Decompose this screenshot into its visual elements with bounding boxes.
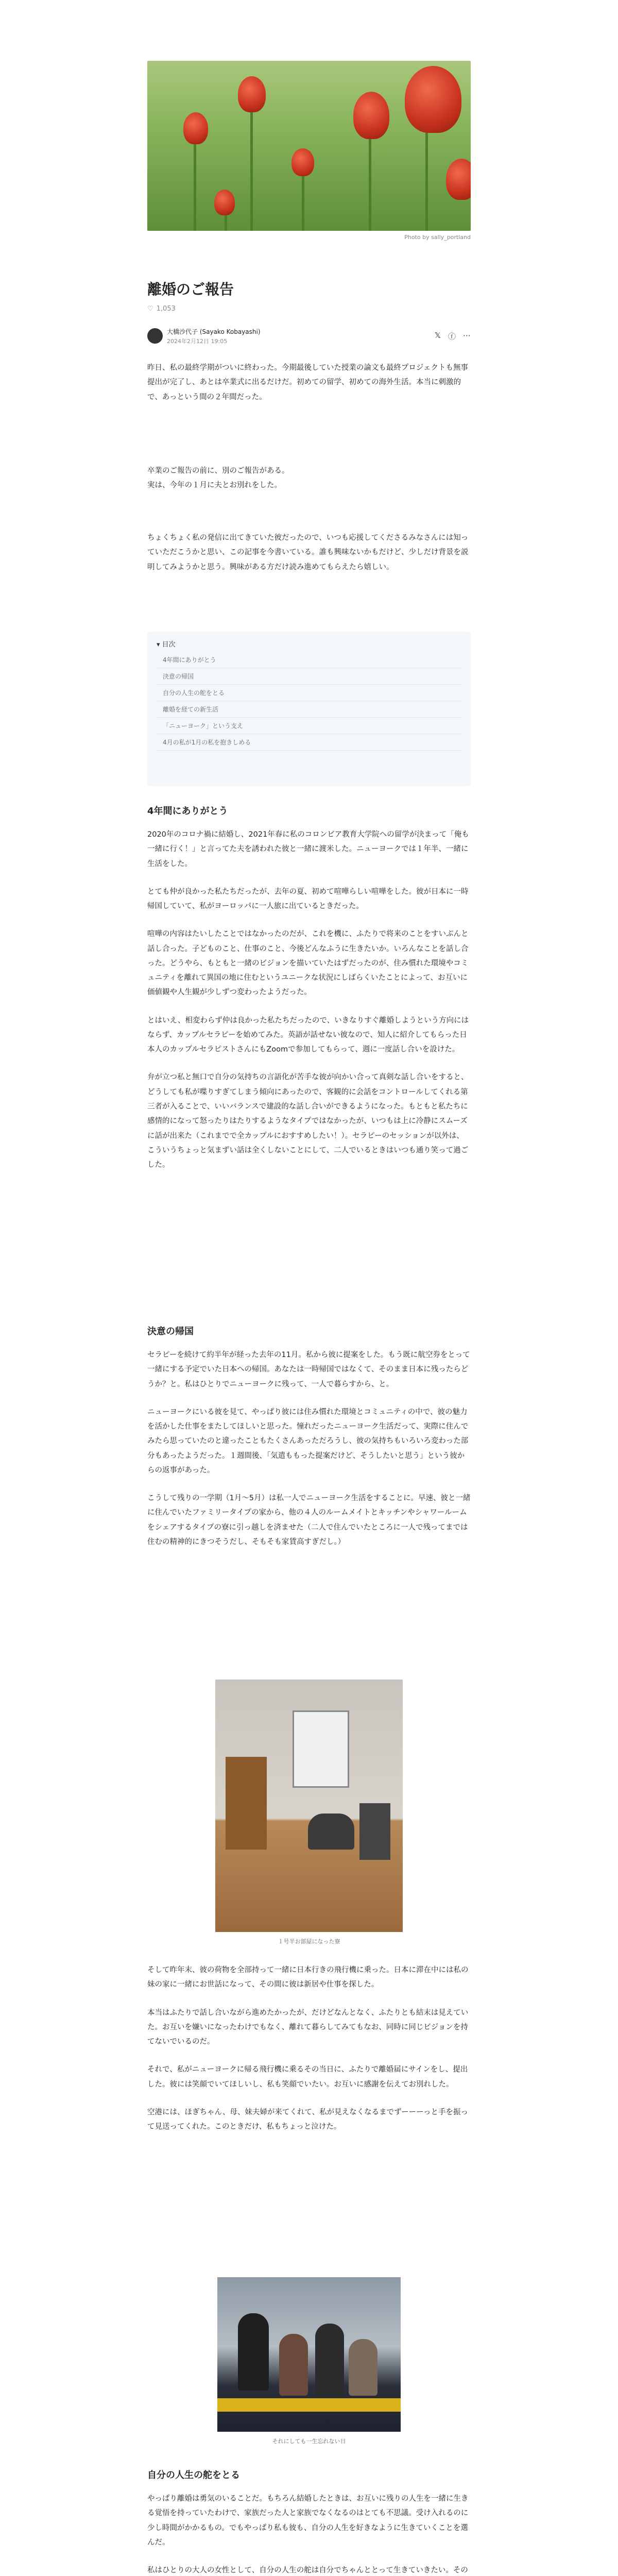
toc-item[interactable]: 4年間にありがとう bbox=[157, 652, 461, 668]
paragraph: 私はひとりの大人の女性として、自分の人生の舵は自分でちゃんととって生きていきたい。その bbox=[147, 2566, 468, 2575]
heart-icon[interactable]: ♡ bbox=[147, 305, 153, 313]
author-name[interactable]: 大橋沙代子 (Sayako Kobayashi) bbox=[167, 328, 261, 335]
section-1 bbox=[147, 804, 471, 1172]
table-of-contents bbox=[147, 632, 471, 786]
paragraph: 空港には、ほぎちゃん、母、妹夫婦が来てくれて、私が見えなくなるまでずーーーっと手を振って見送ってくれた。このときだけ、私もちょっと泣けた。 bbox=[147, 2108, 469, 2131]
x-share-icon[interactable]: 𝕏 bbox=[434, 330, 441, 340]
toc-item[interactable]: 離婚を経ての新生活 bbox=[157, 701, 461, 718]
toc-item[interactable]: 決意の帰国 bbox=[157, 668, 461, 685]
paragraph: それで、私がニューヨークに帰る飛行機に乗るその当日に、ふたりで離婚届にサインをし、提出した。彼には笑顔でいてほしいし、私も笑顔でいたい。お互いに感謝を伝えてお別れした。 bbox=[147, 2065, 468, 2089]
paragraph: やっぱり離婚は勇気のいることだ。もちろん結婚したときは、お互いに残りの人生を一緒に生きる覚悟を持っていたわけで、家族だった人と家族でなくなるのはとても不思議。受け入れるのに少し時間がかかるもの。でもやっぱり私も彼も、自分の人生を好きなように生きていくことを選んだ。 bbox=[147, 2495, 469, 2547]
paragraph: ニューヨークにいる彼を見て、やっぱり彼には住み慣れた環境とコミュニティの中で、彼の魅力を活かした仕事をまたしてほしいと思った。憧れだったニューヨーク生活だって、実際に住んでみたら思っていたのと違ったこともたくさんあっただろうし、彼の気持ちもいろいろ変わった部分もあったようだった。１週間後、「気遣ももった提案だけど、そうしたいと思う」という彼からの返事があった。 bbox=[147, 1408, 469, 1475]
author-row bbox=[147, 326, 471, 346]
paragraph: 昨日、私の最終学期がついに終わった。今期最後していた授業の論文も最終プロジェクトも無事提出が完了し、あとは卒業式に出るだけだ。初めての留学、初めての海外生活。本当に刺激的で、あっという間の２年間だった。 bbox=[147, 364, 469, 401]
photo-caption: それにしても一生忘れない日 bbox=[272, 2438, 346, 2445]
toc-item[interactable]: 4月の私が1月の私を抱きしめる bbox=[157, 734, 461, 751]
dorm-room-photo bbox=[215, 1680, 403, 1932]
section-2-continued bbox=[147, 1963, 471, 2134]
hero-credit: Photo by sally_portland bbox=[404, 234, 471, 241]
paragraph: ちょくちょく私の発信に出てきていた彼だったので、いつも応援してくださるみなさんには知っていただこうかと思い、この記事を今書いている。誰も興味ないかもだけど、少しだけ背景を説明してみようかと思う。興味がある方だけ読み進めてもらえたら嬉しい。 bbox=[147, 534, 469, 571]
avatar[interactable] bbox=[147, 328, 163, 344]
paragraph: 卒業のご報告の前に、別のご報告がある。 実は、今年の１月に夫とお別れをした。 bbox=[147, 467, 289, 490]
paragraph: そして昨年末、彼の荷物を全部持って一緒に日本行きの飛行機に乗った。日本に滞在中には私の妹の家に一緒にお世話になって、その間に彼は新居や仕事を探した。 bbox=[147, 1966, 469, 1989]
like-count: 1,053 bbox=[156, 305, 176, 313]
share-buttons bbox=[435, 331, 471, 342]
paragraph: セラピーを続けて約半年が経った去年の11月。私から彼に提案をした。もう既に航空券をとって一緒にする予定でいた日本への帰国。あなたは一時帰国ではなくて、そのまま日本に残ったらどうか？と。私はひとりでニューヨークに残って、一人で暮らすから、と。 bbox=[147, 1351, 470, 1388]
toc-title: ▾ 目次 bbox=[157, 641, 176, 649]
paragraph: とても仲が良かった私たちだったが、去年の夏、初めて喧嘩らしい喧嘩をした。彼が日本に一時帰国していて、私がヨーロッパに一人旅に出ているときだった。 bbox=[147, 887, 469, 911]
section-heading: 4年間にありがとう bbox=[147, 806, 228, 817]
paragraph: 本当はふたりで話し合いながら進めたかったが、だけどなんとなく、ふたりとも結末は見えていた。お互いを嫌いになったわけでもなく、離れて暮らしてみてもなお、同時に同じビジョンを持てないでいるのだ。 bbox=[147, 2008, 469, 2046]
paragraph: 喧嘩の内容はたいしたことではなかったのだが、これを機に、ふたりで将来のことをすいぶんと話し合った。子どものこと、仕事のこと、今後どんなふうに生きたいか。いろんなことを話し合った。どうやら、もともと一緒のビジョンを描いていたはずだったのが、住み慣れた環境やコミュニティを離れて異国の地に住むというユニークな状況にしばらくいたことによって、お互いに価値観や人生観が少しずつ変わったようだった。 bbox=[147, 930, 469, 997]
toc-item[interactable]: 「ニューヨーク」という支え bbox=[157, 718, 461, 734]
section-heading: 決意の帰国 bbox=[147, 1326, 194, 1337]
airport-photo bbox=[217, 2277, 401, 2432]
paragraph: こうして残りの一学期（1月〜5月）は私一人でニューヨーク生活をすることに。早速、彼と一緒に住んでいたファミリータイプの家から、他の４人のルームメイトとキッチンやシャワールームをシェアするタイプの寮に引っ越しを済ませた（二人で住んでいたところに一人で残ってまでは住むの精神的にきつそうだし、そもそも家賃高すぎだし。） bbox=[147, 1494, 471, 1546]
paragraph: とはいえ、相変わらず仲は良かった私たちだったので、いきなりすぐ離婚しようという方向にはならず、カップルセラピーを始めてみた。英語が話せない彼なので、知人に紹介してもらった日本人のカップルセラピストさんにもZoomで参加してもらって、週に一度話し合いを設けた。 bbox=[147, 1016, 469, 1054]
publish-date: 2024年2月12日 19:05 bbox=[167, 337, 228, 345]
likes[interactable] bbox=[147, 305, 471, 313]
intro-2 bbox=[147, 464, 471, 493]
toc-item[interactable]: 自分の人生の舵をとる bbox=[157, 685, 461, 701]
paragraph: 弁が立つ私と無口で自分の気持ちの言語化が苦手な彼が向かい合って真剣な話し合いをすると、どうしても私が喋りすぎてしまう傾向にあったので、客観的に会話をコントロールしてくれる第三者が入ることで、いいバランスで建設的な話し合いができるようになった。もともと私たちに感情的になって怒ったりはたりするようなタイプではなかったが、いつもは上に冷静にスムーズに話が出来た（これまでで全カップルにおすすめしたい！）。セラピーのセッションが以外は、こういうちょっと気まずい話は全くしないことにして、二人でいるときはいつも通り笑って過ごした。 bbox=[147, 1073, 469, 1170]
more-share-icon[interactable]: ⋯ bbox=[463, 330, 471, 340]
photo-caption: １号半お部屋になった寮 bbox=[278, 1938, 340, 1945]
intro-3 bbox=[147, 531, 471, 574]
intro-1 bbox=[147, 361, 471, 404]
hero-image bbox=[147, 61, 471, 231]
section-3 bbox=[147, 2468, 471, 2576]
section-heading: 自分の人生の舵をとる bbox=[147, 2470, 240, 2481]
section-2 bbox=[147, 1324, 471, 1549]
paragraph: 2020年のコロナ禍に結婚し、2021年春に私のコロンビア教育大学院への留学が決まって「俺も一緒に行く！」と言ってた夫を誘われた彼と一緒に渡米した。ニューヨークでは１年半、一緒に生活をした。 bbox=[147, 831, 469, 868]
facebook-share-icon[interactable]: ⓕ bbox=[448, 331, 456, 341]
page-title: 離婚のご報告 bbox=[147, 281, 234, 298]
